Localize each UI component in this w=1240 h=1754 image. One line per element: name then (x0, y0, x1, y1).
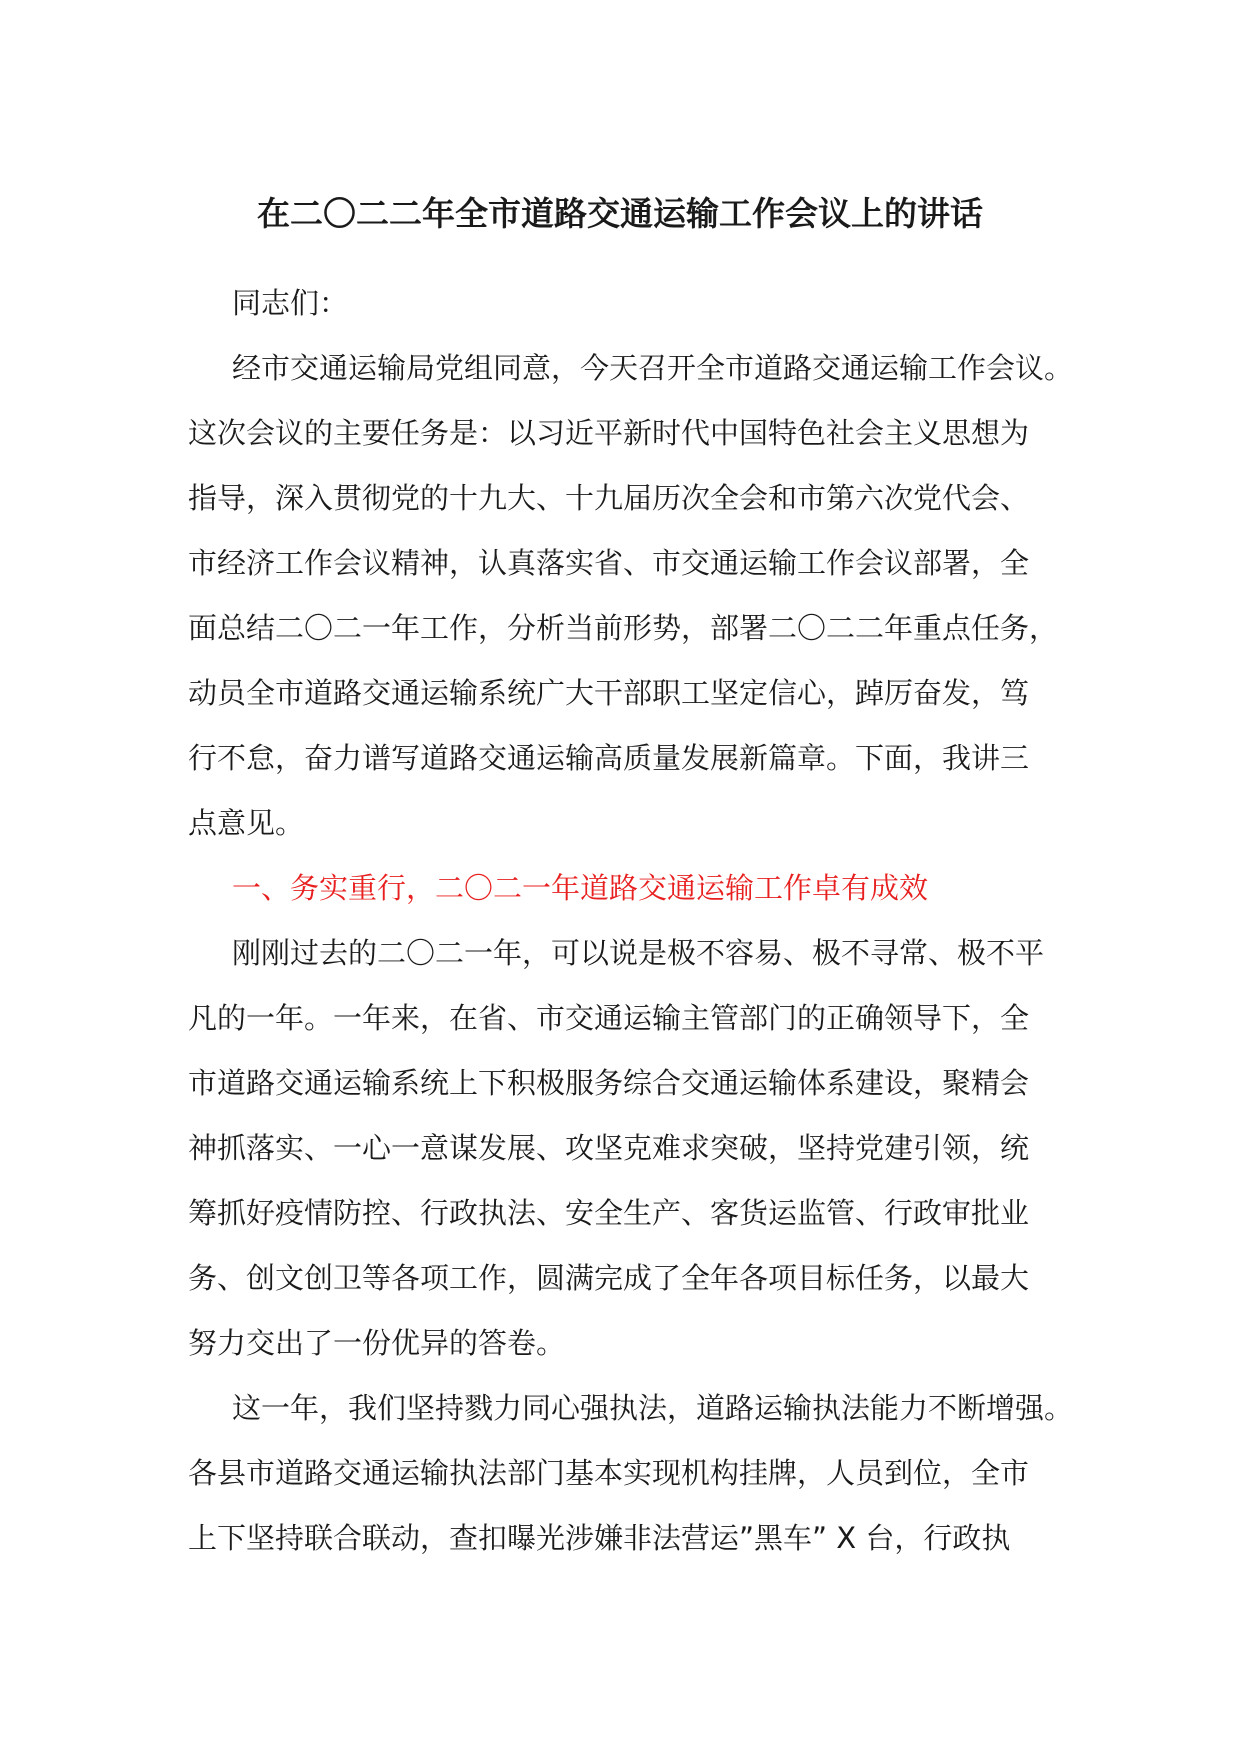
paragraph-line: 凡的一年。一年来，在省、市交通运输主管部门的正确领导下，全 (188, 1001, 1030, 1035)
paragraph-line: 同志们： (232, 286, 349, 320)
section-heading: 一、务实重行，二〇二一年道路交通运输工作卓有成效 (232, 871, 929, 905)
paragraph-line: 这一年，我们坚持戮力同心强执法，道路运输执法能力不断增强。 (232, 1391, 1074, 1425)
paragraph-line: 筹抓好疫情防控、行政执法、安全生产、客货运监管、行政审批业 (188, 1196, 1030, 1230)
paragraph-line: 各县市道路交通运输执法部门基本实现机构挂牌，人员到位，全市 (188, 1456, 1030, 1490)
paragraph-line: 市道路交通运输系统上下积极服务综合交通运输体系建设，聚精会 (188, 1066, 1030, 1100)
paragraph-line: 行不怠，奋力谱写道路交通运输高质量发展新篇章。下面，我讲三 (188, 741, 1030, 775)
paragraph-line: 市经济工作会议精神，认真落实省、市交通运输工作会议部署，全 (188, 546, 1030, 580)
paragraph-line: 上下坚持联合联动，查扣曝光涉嫌非法营运”黑车” X 台，行政执 (188, 1521, 1011, 1555)
paragraph-line: 努力交出了一份优异的答卷。 (188, 1326, 566, 1360)
paragraph-line: 指导，深入贯彻党的十九大、十九届历次全会和市第六次党代会、 (188, 481, 1030, 515)
paragraph-line: 面总结二〇二一年工作，分析当前形势，部署二〇二二年重点任务， (188, 611, 1059, 645)
paragraph-line: 动员全市道路交通运输系统广大干部职工坚定信心，踔厉奋发，笃 (188, 676, 1030, 710)
paragraph-line: 这次会议的主要任务是：以习近平新时代中国特色社会主义思想为 (188, 416, 1030, 450)
paragraph-line: 点意见。 (188, 806, 305, 840)
document-title: 在二〇二二年全市道路交通运输工作会议上的讲话 (257, 194, 983, 233)
paragraph-line: 务、创文创卫等各项工作，圆满完成了全年各项目标任务，以最大 (188, 1261, 1030, 1295)
paragraph-line: 经市交通运输局党组同意，今天召开全市道路交通运输工作会议。 (232, 351, 1074, 385)
paragraph-line: 刚刚过去的二〇二一年，可以说是极不容易、极不寻常、极不平 (232, 936, 1045, 970)
paragraph-line: 神抓落实、一心一意谋发展、攻坚克难求突破，坚持党建引领，统 (188, 1131, 1030, 1165)
document-body (188, 271, 1076, 1571)
